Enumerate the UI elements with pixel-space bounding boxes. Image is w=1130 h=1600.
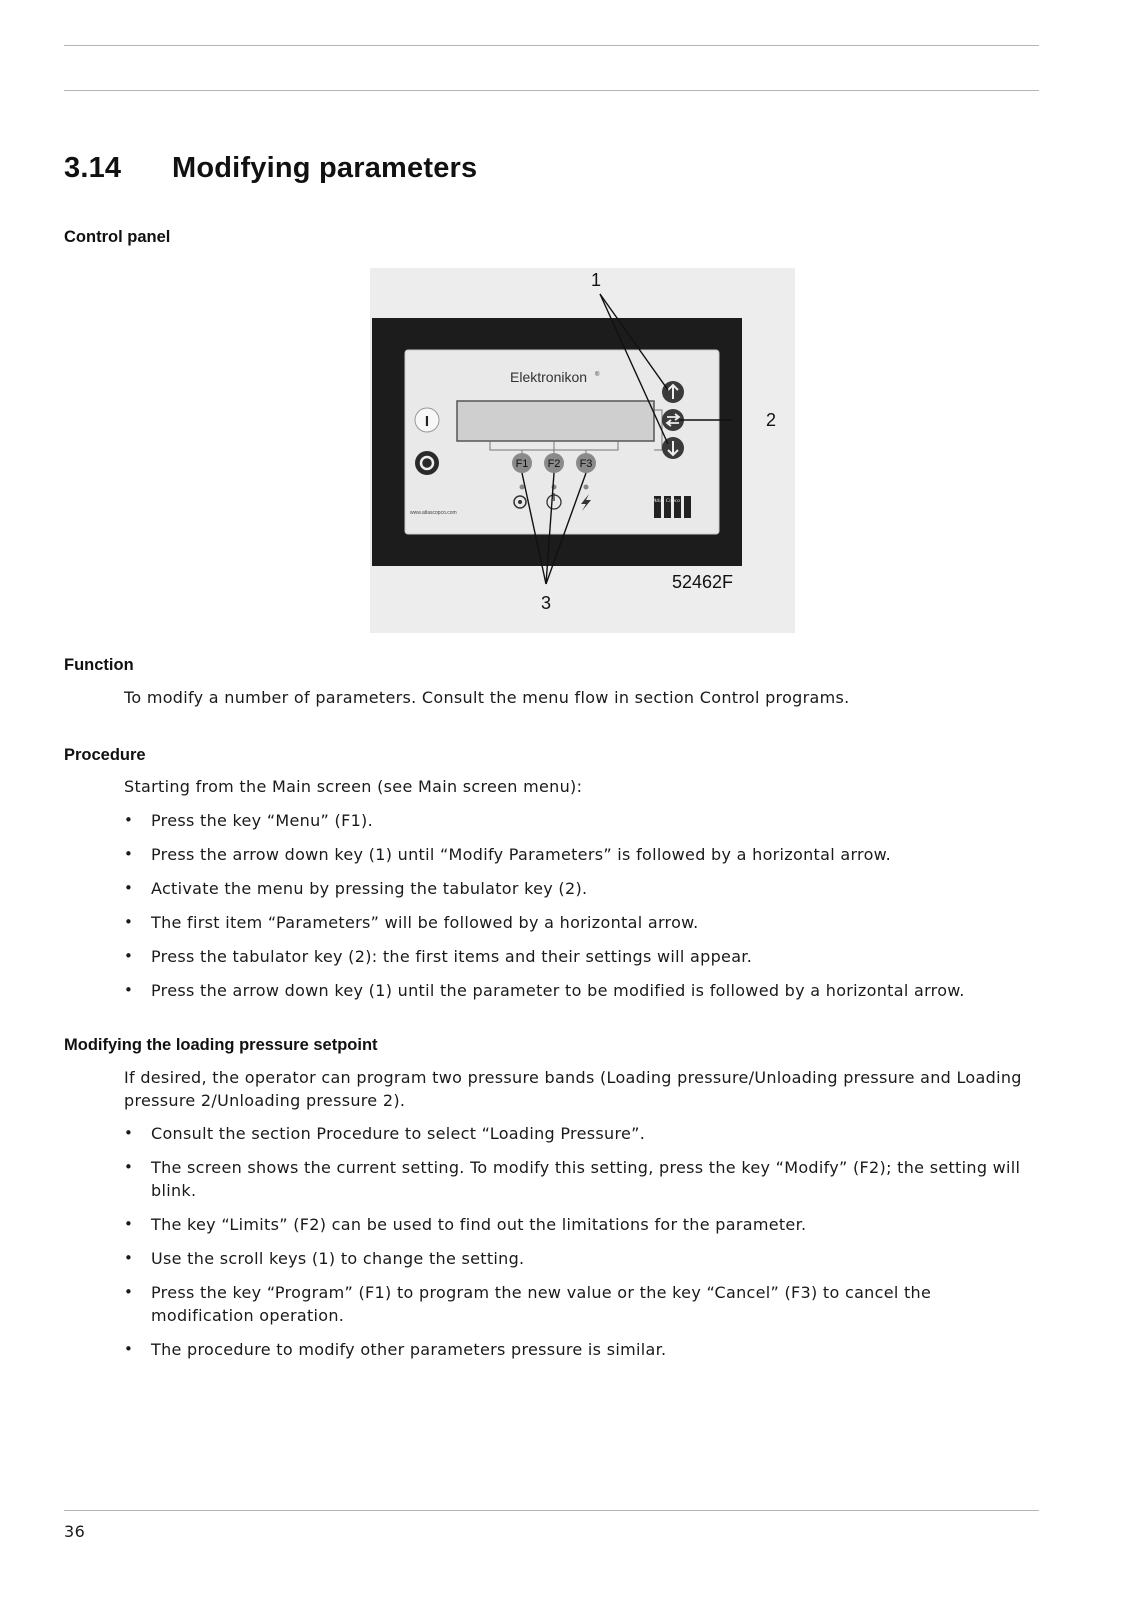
- list-item: [124, 1247, 1029, 1270]
- figure-code: 52462F: [672, 572, 734, 592]
- bullet-icon: •: [124, 1249, 134, 1267]
- arrow-up-key: [662, 381, 684, 403]
- callout-1: 1: [590, 270, 602, 290]
- start-button: [415, 408, 439, 432]
- bullet-icon: •: [124, 845, 134, 863]
- website-label: www.atlascopco.com: [410, 510, 457, 516]
- logo-text: Atlas Copco: [653, 498, 681, 504]
- bullet-icon: •: [124, 1158, 134, 1176]
- list-item: [124, 911, 1029, 934]
- control-panel-figure: [370, 268, 795, 633]
- section-title-text: Modifying parameters: [172, 152, 478, 184]
- list-item: [124, 1213, 1029, 1236]
- section-number: 3.14: [64, 152, 122, 184]
- footer-rule: [64, 1510, 1039, 1511]
- bullet-icon: •: [124, 1124, 134, 1142]
- list-item-text: The procedure to modify other parameters pressure is similar.: [151, 1340, 667, 1359]
- bullet-icon: •: [124, 811, 134, 829]
- control-panel-drawing: [370, 268, 795, 633]
- registered-mark: ®: [595, 372, 600, 378]
- list-item-text: Press the arrow down key (1) until the parameter to be modified is followed by a horizontal arrow.: [151, 981, 965, 1000]
- f2-key: [544, 453, 564, 473]
- page-number: 36: [64, 1522, 86, 1541]
- f1-label: F1: [515, 458, 529, 470]
- f3-key: [576, 453, 596, 473]
- start-icon: I: [424, 413, 430, 430]
- status-led: [520, 485, 525, 490]
- bullet-icon: •: [124, 1340, 134, 1358]
- list-item: [124, 877, 1029, 900]
- list-item-text: Press the tabulator key (2): the first items and their settings will appear.: [151, 947, 753, 966]
- loading-pressure-intro: If desired, the operator can program two pressure bands (Loading pressure/Unloading pressure and Loading pressure 2/Unloading pressure 2).: [124, 1068, 1022, 1110]
- callout-3: 3: [540, 593, 552, 613]
- control-panel-heading: Control panel: [64, 228, 171, 246]
- bullet-icon: •: [124, 1215, 134, 1233]
- loading-pressure-heading: Modifying the loading pressure setpoint: [64, 1036, 378, 1054]
- list-item-text: Press the arrow down key (1) until “Modify Parameters” is followed by a horizontal arrow.: [151, 845, 891, 864]
- procedure-intro: Starting from the Main screen (see Main screen menu):: [124, 777, 583, 796]
- bullet-icon: •: [124, 947, 134, 965]
- list-item: [124, 1156, 1029, 1202]
- list-item: [124, 1338, 1029, 1361]
- f3-label: F3: [579, 458, 593, 470]
- status-led: [584, 485, 589, 490]
- callout-2: 2: [765, 410, 777, 430]
- lcd-display: [457, 401, 654, 441]
- bullet-icon: •: [124, 981, 134, 999]
- procedure-heading: Procedure: [64, 746, 146, 764]
- stop-button: [415, 451, 439, 475]
- list-item: [124, 945, 1029, 968]
- list-item: [124, 809, 1029, 832]
- function-text: To modify a number of parameters. Consult the menu flow in section Control programs.: [124, 688, 850, 707]
- loading-pressure-list: [124, 1122, 1029, 1372]
- procedure-list: [124, 809, 1029, 1013]
- list-item-text: The first item “Parameters” will be followed by a horizontal arrow.: [151, 913, 699, 932]
- list-item: [124, 843, 1029, 866]
- bullet-icon: •: [124, 913, 134, 931]
- f2-label: F2: [547, 458, 561, 470]
- list-item-text: Activate the menu by pressing the tabulator key (2).: [151, 879, 588, 898]
- list-item-text: Consult the section Procedure to select “Loading Pressure”.: [151, 1124, 646, 1143]
- header-rule-top: [64, 45, 1039, 46]
- list-item: [124, 979, 1029, 1002]
- arrow-down-key: [662, 437, 684, 459]
- f1-key: [512, 453, 532, 473]
- list-item: [124, 1281, 1029, 1327]
- list-item-text: Press the key “Menu” (F1).: [151, 811, 373, 830]
- section-title: [64, 152, 477, 185]
- bullet-icon: •: [124, 1283, 134, 1301]
- list-item-text: Press the key “Program” (F1) to program the new value or the key “Cancel” (F3) to cancel the modification operation.: [151, 1283, 932, 1325]
- list-item-text: The key “Limits” (F2) can be used to find out the limitations for the parameter.: [151, 1215, 807, 1234]
- list-item-text: Use the scroll keys (1) to change the setting.: [151, 1249, 525, 1268]
- list-item: [124, 1122, 1029, 1145]
- brand-label: Elektronikon: [510, 369, 588, 385]
- list-item-text: The screen shows the current setting. To modify this setting, press the key “Modify” (F2); the setting will blink.: [151, 1158, 1021, 1200]
- bullet-icon: •: [124, 879, 134, 897]
- header-rule-bottom: [64, 90, 1039, 91]
- function-heading: Function: [64, 656, 134, 674]
